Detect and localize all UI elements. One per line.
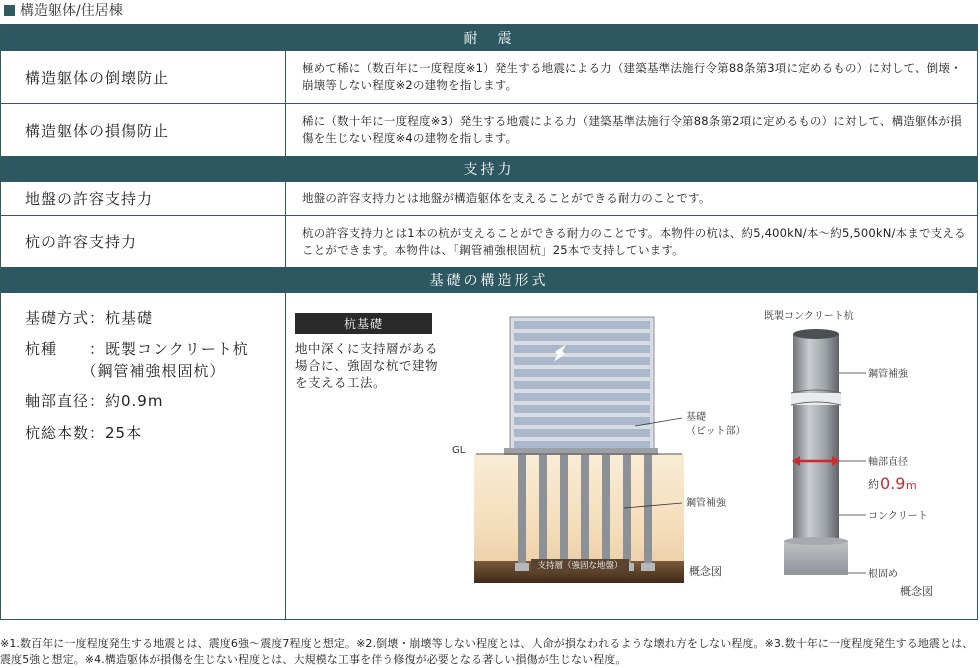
gl-label: GL <box>452 445 466 456</box>
caption-1: 概念図 <box>689 565 722 578</box>
diameter-value: 0.9 <box>880 474 906 493</box>
concrete-label: コンクリート <box>868 511 928 522</box>
section-header-foundation: 基礎の構造形式 <box>1 267 977 292</box>
building-floor <box>514 357 650 365</box>
pile-root <box>515 563 529 571</box>
foundation-spec <box>1 293 286 619</box>
pile-title: 既製コンクリート杭 <box>764 311 854 322</box>
spec-diameter: 軸部直径：約0.9m <box>25 392 164 410</box>
row-label: 杭の許容支持力 <box>1 216 286 267</box>
spec-type: 基礎方式：杭基礎 <box>25 309 154 327</box>
table-row <box>1 181 977 215</box>
building-floor <box>514 393 650 401</box>
square-bullet-icon <box>4 5 15 16</box>
structure-table <box>0 24 978 620</box>
row-text: 地盤の許容支持力とは地盤が構造躯体を支えることができる耐力のことです。 <box>302 191 711 205</box>
table-row <box>1 215 977 267</box>
row-label: 地盤の許容支持力 <box>1 182 286 215</box>
foundation-row <box>1 292 977 619</box>
pile <box>518 455 526 567</box>
footnote: ※1.数百年に一度程度発生する地震とは、震度6強〜震度7程度と想定。※2.倒壊・崩壊等しない程度とは、人命が損なわれるような壊れ方をしない程度。※3.数十年に一度程度発生する地震とは、震度5強と想定。※4.構造躯体が損傷を生じない程度とは、大規模な工事を伴う修復が必要となる著しい損傷が生じない程度。 <box>0 637 974 666</box>
approx-label: 約 <box>868 478 879 491</box>
table-row <box>1 103 977 156</box>
foundation-diagrams <box>286 293 978 619</box>
base-label: 基礎 <box>686 412 706 423</box>
spec-pile-kind: 杭種 ：既製コンクリート杭 （鋼管補強根固杭） <box>25 340 249 380</box>
building-floor <box>514 381 650 389</box>
pile <box>602 455 610 567</box>
root-label: 根固め <box>868 569 898 580</box>
bearing-layer-label: 支持層（強固な地盤） <box>537 561 623 571</box>
shaft-label: 軸部直径 <box>868 457 908 468</box>
caption-2: 概念図 <box>900 585 933 598</box>
building-floor <box>514 345 650 353</box>
building-floors <box>514 321 650 449</box>
row-label: 構造躯体の損傷防止 <box>1 104 286 156</box>
section-header-bearing: 支持力 <box>1 156 977 181</box>
page-title-text: 構造躯体/住居棟 <box>20 3 123 19</box>
method-description: 地中深くに支持層がある場合に、強固な杭で建物を支える工法。 <box>295 341 439 390</box>
method-badge: 杭基礎 <box>295 313 432 334</box>
pit-label: （ピット部） <box>686 426 746 437</box>
steel-label-2: 鋼管補強 <box>868 369 908 380</box>
pile <box>623 455 631 567</box>
building-floor <box>514 417 650 425</box>
building-floor <box>514 369 650 377</box>
building-floor <box>514 429 650 437</box>
pile <box>560 455 568 567</box>
building-pile-diagram <box>452 317 746 583</box>
page-title <box>0 0 123 20</box>
pile <box>539 455 547 567</box>
building-floor <box>514 405 650 413</box>
pile-root <box>641 563 655 571</box>
pile <box>644 455 652 567</box>
steel-label-1: 鋼管補強 <box>686 498 726 509</box>
spec-count: 杭総本数：25本 <box>25 424 143 442</box>
pile <box>581 455 589 567</box>
row-text: 極めて稀に（数百年に一度程度※1）発生する地震による力（建築基準法施行令第88条第3項に定めるもの）に対して、倒壊・崩壊等しない程度※2の建物を指します。 <box>302 61 962 92</box>
section-header-seismic: 耐 震 <box>1 25 977 50</box>
concrete-pile-diagram <box>764 309 933 598</box>
diameter-unit: m <box>906 479 917 492</box>
row-text: 杭の許容支持力とは1本の杭が支えることができる耐力のことです。本物件の杭は、約5,400kN/本〜約5,500kN/本まで支えることができます。本物件は、「鋼管補強根固杭」25本で支持しています。 <box>302 225 966 257</box>
building-floor <box>514 321 650 329</box>
building-floor <box>514 441 650 449</box>
row-label: 構造躯体の倒壊防止 <box>1 51 286 103</box>
row-text: 稀に（数十年に一度程度※3）発生する地震による力（建築基準法施行令第88条第2項に定めるもの）に対して、構造躯体が損傷を生じない程度※4の建物を指します。 <box>302 114 962 145</box>
foundation-diagram-area <box>286 293 977 619</box>
table-row <box>1 50 977 103</box>
building-floor <box>514 333 650 341</box>
